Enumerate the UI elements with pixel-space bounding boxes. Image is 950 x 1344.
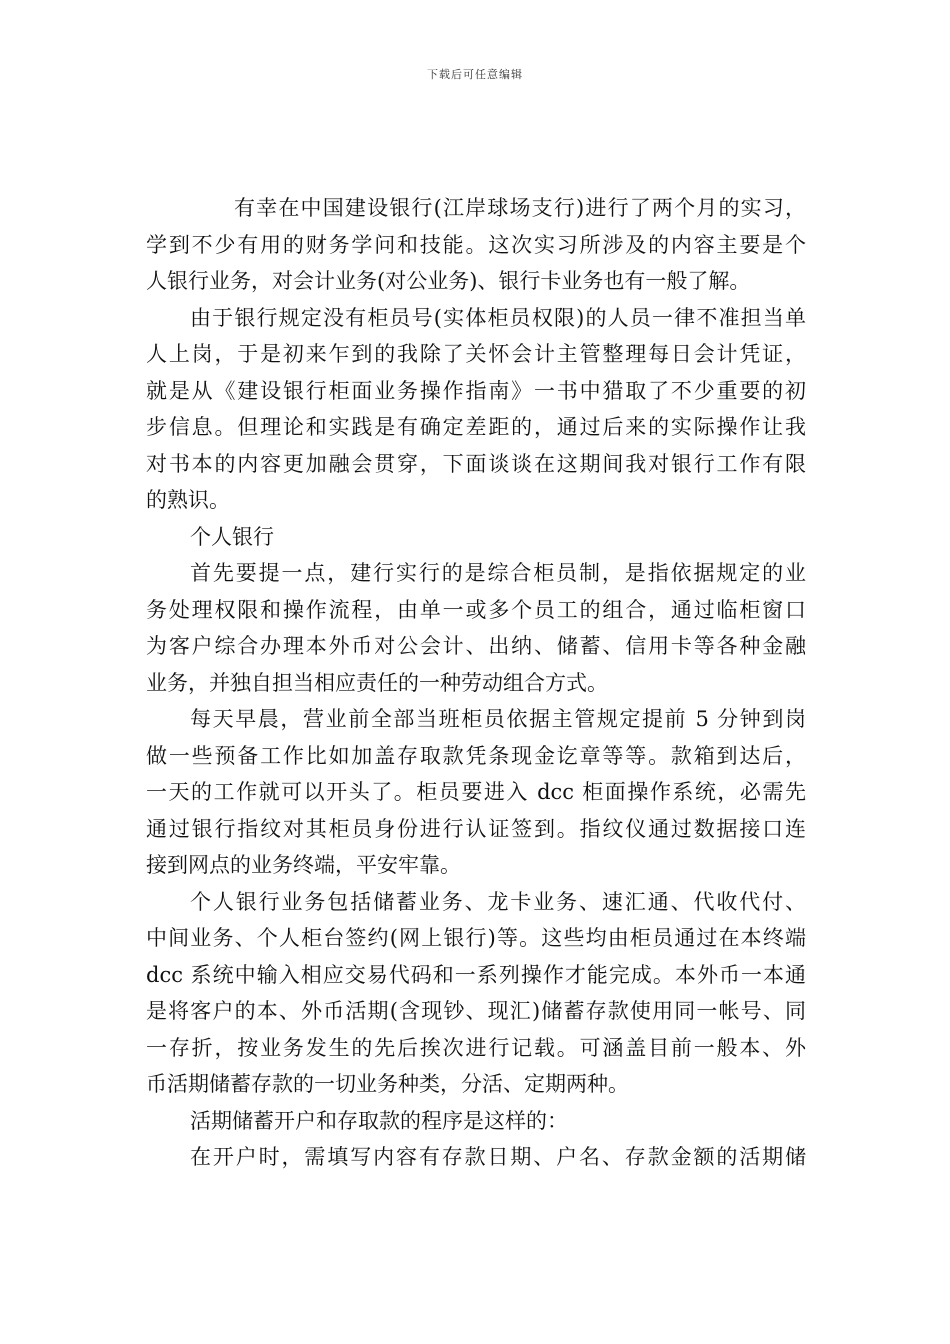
text-line: 有幸在中国建设银行(江岸球场支行)进行了两个月的实习， — [234, 196, 806, 220]
text-line: 接到网点的业务终端，平安牢靠。 — [146, 853, 461, 877]
text-line: 学到不少有用的财务学问和技能。这次实习所涉及的内容主要是个 — [146, 232, 806, 257]
text-line: 中间业务、个人柜台签约(网上银行)等。这些均由柜员通过在本终端 — [146, 926, 806, 950]
text-line: 个人银行业务包括储蓄业务、龙卡业务、速汇通、代收代付、 — [190, 889, 806, 914]
text-line: 做一些预备工作比如加盖存取款凭条现金讫章等等。款箱到达后， — [146, 743, 806, 768]
text-line: 就是从《建设银行柜面业务操作指南》一书中猎取了不少重要的初 — [146, 378, 806, 403]
text-line: 对书本的内容更加融会贯穿，下面谈谈在这期间我对银行工作有限 — [146, 451, 806, 476]
section-heading: 个人银行 — [190, 524, 274, 549]
text-line: 首先要提一点，建行实行的是综合柜员制，是指依据规定的业 — [190, 561, 806, 585]
text-line: 一存折，按业务发生的先后挨次进行记载。可涵盖目前一般本、外 — [146, 1035, 806, 1060]
text-line: 业务，并独自担当相应责任的一种劳动组合方式。 — [146, 670, 608, 695]
text-line: 在开户时，需填写内容有存款日期、户名、存款金额的活期储 — [190, 1145, 806, 1169]
text-line: 人上岗，于是初来乍到的我除了关怀会计主管整理每日会计凭证， — [146, 342, 806, 366]
text-line: 活期储蓄开户和存取款的程序是这样的： — [190, 1108, 568, 1133]
document-body — [146, 190, 806, 1176]
text-line: 每天早晨，营业前全部当班柜员依据主管规定提前 5 分钟到岗 — [190, 707, 806, 731]
text-line: 为客户综合办理本外币对公会计、出纳、储蓄、信用卡等各种金融 — [146, 634, 806, 658]
text-line: 通过银行指纹对其柜员身份进行认证签到。指纹仪通过数据接口连 — [146, 816, 806, 841]
page-header: 下载后可任意编辑 — [427, 68, 523, 81]
text-line: 的熟识。 — [146, 488, 230, 512]
text-line: 是将客户的本、外币活期(含现钞、现汇)储蓄存款使用同一帐号、同 — [146, 999, 806, 1023]
text-line: 由于银行规定没有柜员号(实体柜员权限)的人员一律不准担当单 — [190, 305, 806, 330]
text-line: 务处理权限和操作流程，由单一或多个员工的组合，通过临柜窗口 — [146, 597, 806, 622]
text-line: 人银行业务，对会计业务(对公业务)、银行卡业务也有一般了解。 — [146, 269, 751, 293]
text-line: dcc 系统中输入相应交易代码和一系列操作才能完成。本外币一本通 — [146, 962, 806, 987]
text-line: 币活期储蓄存款的一切业务种类，分活、定期两种。 — [146, 1072, 629, 1096]
text-line: 一天的工作就可以开头了。柜员要进入 dcc 柜面操作系统，必需先 — [146, 780, 806, 804]
text-line: 步信息。但理论和实践是有确定差距的，通过后来的实际操作让我 — [146, 415, 806, 439]
